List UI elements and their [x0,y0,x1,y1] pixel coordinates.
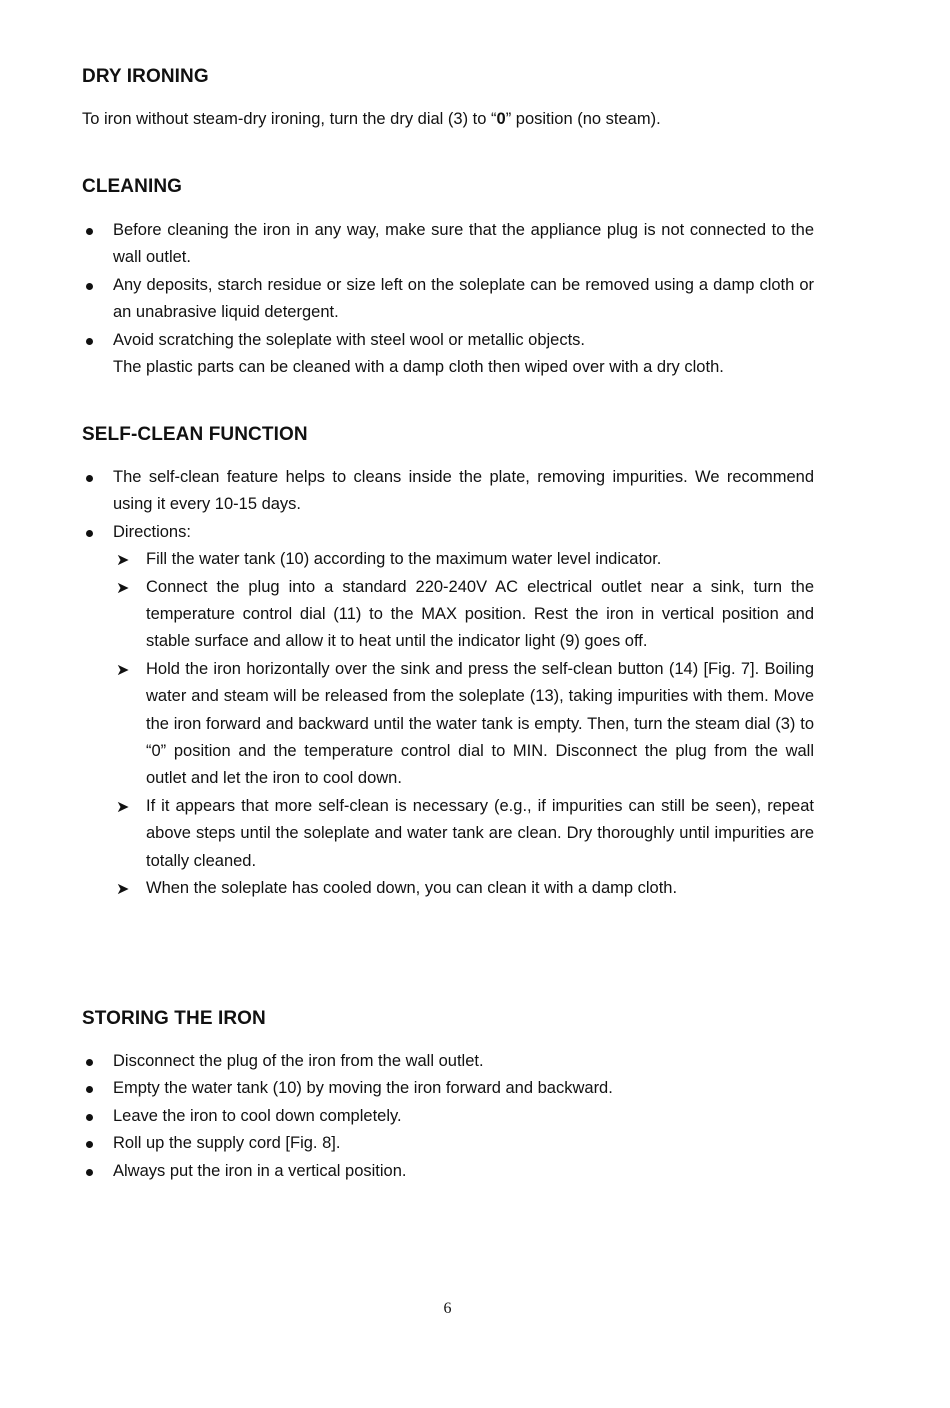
direction-text: Fill the water tank (10) according to the maximum water level indicator. [146,550,662,569]
arrow-bullet-icon: ➤ [116,879,130,899]
list-item [82,217,814,272]
dry-ironing-text-end: ” position (no steam). [505,110,661,128]
list-item-text: Always put the iron in a vertical position. [113,1161,407,1180]
direction-text: If it appears that more self-clean is necessary (e.g., if impurities can still be seen), repeat above steps until the soleplate and water tank are clean. Dry thoroughly until impurities are totally cleaned. [146,796,814,870]
direction-item [82,656,814,793]
list-item [82,1130,814,1157]
directions-list [82,546,814,902]
list-item-text: Avoid scratching the soleplate with steel wool or metallic objects. [113,330,586,349]
direction-item [82,574,814,656]
arrow-bullet-icon: ➤ [116,577,130,597]
direction-item [82,546,814,573]
list-item-continuation: The plastic parts can be cleaned with a damp cloth then wiped over with a dry cloth. [113,358,724,377]
bullet-icon [86,338,93,345]
list-item-text: Disconnect the plug of the iron from the wall outlet. [113,1052,484,1070]
storing-list [82,1048,814,1185]
list-item-text: Leave the iron to cool down completely. [113,1106,402,1125]
list-item [82,1075,814,1102]
list-item [82,1158,814,1185]
page-number: 6 [443,1300,452,1317]
bullet-icon [86,1141,93,1148]
list-item [82,272,814,327]
direction-text: Connect the plug into a standard 220-240V AC electrical outlet near a sink, turn the temperature control dial (11) to the MAX position. Rest the iron in vertical position and stable surface and allow it to heat until the indicator light (9) goes off. [146,577,814,651]
bullet-icon [86,1059,93,1066]
list-item [82,519,814,903]
bullet-icon [86,1169,93,1176]
list-item-text: The self-clean feature helps to cleans inside the plate, removing impurities. We recommend using it every 10-15 days. [113,468,814,514]
list-item-text: Before cleaning the iron in any way, make sure that the appliance plug is not connected to the wall outlet. [113,221,814,267]
heading-dry-ironing: DRY IRONING [82,66,209,87]
direction-item [82,875,814,902]
list-item [82,1103,814,1130]
direction-text: When the soleplate has cooled down, you can clean it with a damp cloth. [146,879,678,898]
direction-text: Hold the iron horizontally over the sink and press the self-clean button (14) [Fig. 7]. Boiling water and steam will be released from the soleplate (13), taking impurities with them. Move the iron forward and backward until the water tank is empty. Then, turn the steam dial (3) to “0” position and the temperature control dial to MIN. Disconnect the plug from the wall outlet and let the iron to cool down. [146,659,814,788]
bullet-icon [86,228,93,235]
list-item-text: Roll up the supply cord [Fig. 8]. [113,1134,341,1153]
bullet-icon [86,475,93,482]
heading-cleaning: CLEANING [82,176,183,197]
bullet-icon [86,530,93,537]
bullet-icon [86,1086,93,1093]
list-item-text: Any deposits, starch residue or size left on the soleplate can be removed using a damp cloth or an unabrasive liquid detergent. [113,275,814,322]
list-item [82,1048,814,1075]
arrow-bullet-icon: ➤ [116,659,130,679]
direction-item [82,793,814,875]
cleaning-list [82,217,814,381]
list-item [82,327,814,382]
dry-ironing-text-bold: 0 [496,110,506,128]
list-item-text: Directions: [113,522,191,541]
heading-self-clean: SELF-CLEAN FUNCTION [82,424,308,445]
dry-ironing-text [82,106,814,133]
list-item [82,464,814,519]
heading-storing: STORING THE IRON [82,1008,266,1029]
bullet-icon [86,283,93,290]
self-clean-list [82,464,814,903]
arrow-bullet-icon: ➤ [116,796,130,816]
bullet-icon [86,1114,93,1121]
arrow-bullet-icon: ➤ [116,550,130,570]
list-item-text: Empty the water tank (10) by moving the iron forward and backward. [113,1079,613,1098]
dry-ironing-text-start: To iron without steam-dry ironing, turn the dry dial (3) to “ [82,110,497,128]
